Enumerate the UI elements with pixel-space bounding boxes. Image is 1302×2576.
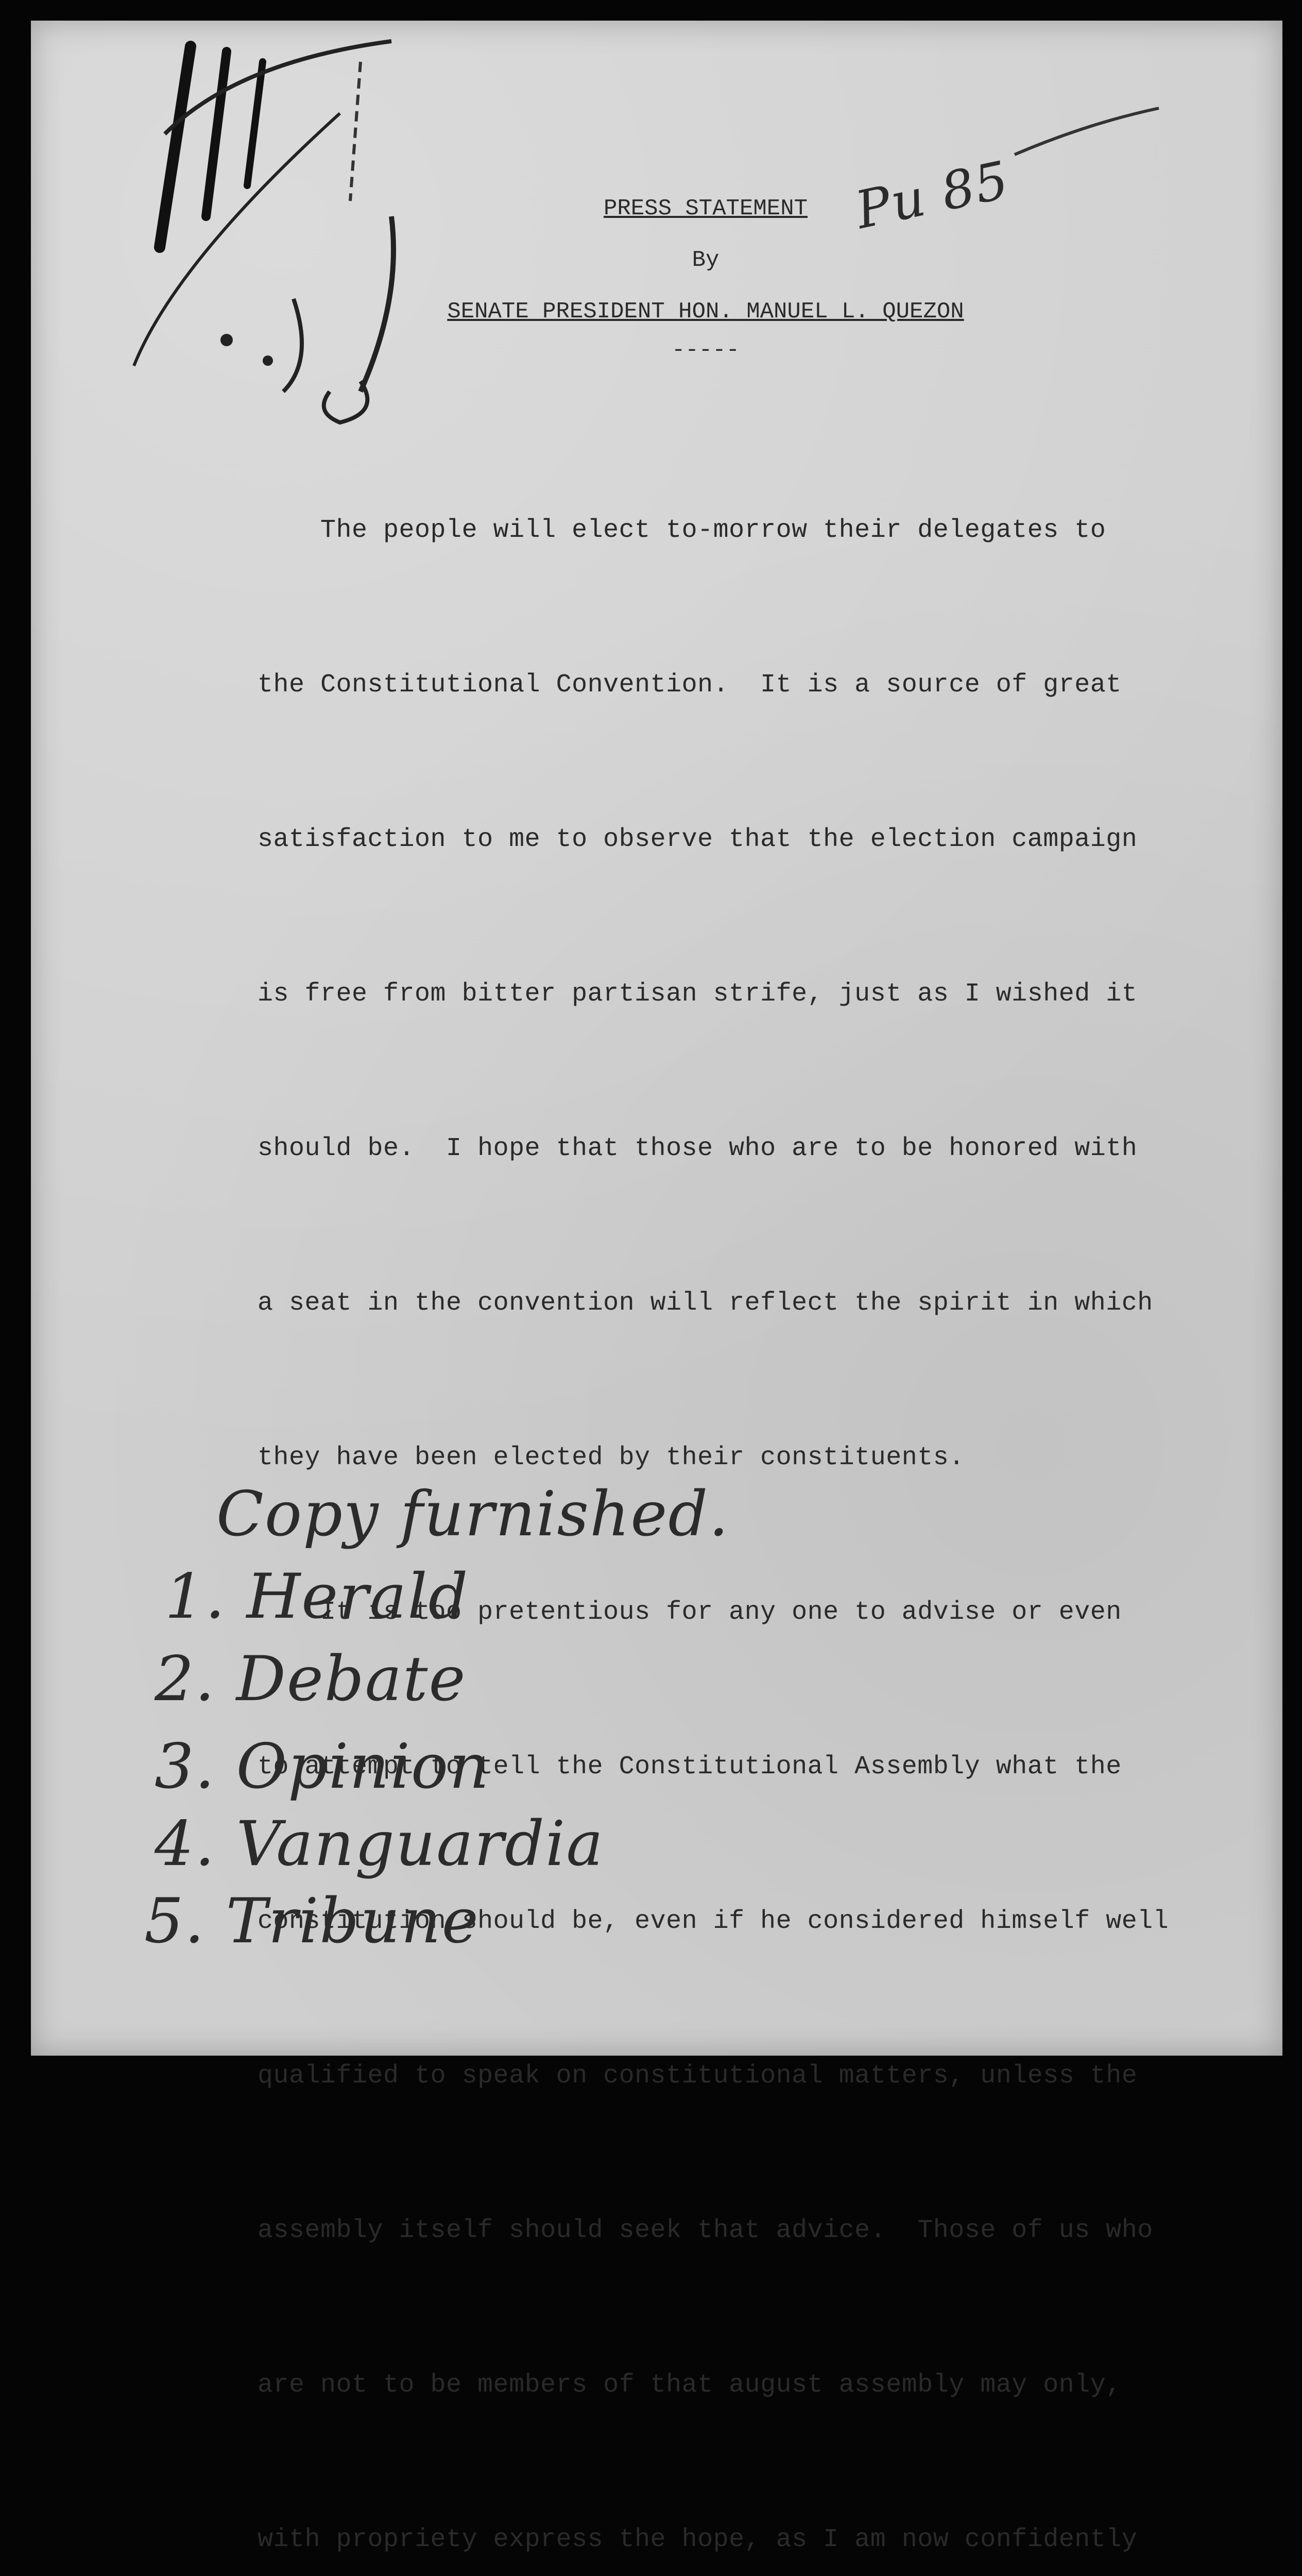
body-line: The people will elect to-morrow their delegates to bbox=[258, 516, 1106, 545]
handwritten-item: 4. Vanguardia bbox=[155, 1808, 604, 1880]
document-page bbox=[31, 21, 1282, 2554]
body-line: are not to be members of that august assembly may only, bbox=[258, 2370, 1122, 2400]
handwritten-item: 1. Herald bbox=[165, 1561, 469, 1633]
handwritten-item: 5. Tribune bbox=[144, 1886, 479, 1957]
margin-note: Pu 85 bbox=[850, 149, 1015, 241]
handwritten-heading: Copy furnished. bbox=[216, 1479, 730, 1550]
handwritten-item: 2. Debate bbox=[155, 1643, 467, 1715]
author-line: SENATE PRESIDENT HON. MANUEL L. QUEZON bbox=[447, 299, 964, 325]
body-line: they have been elected by their constituents. bbox=[258, 1443, 965, 1472]
body-line: assembly itself should seek that advice. Those of us who bbox=[258, 2216, 1153, 2245]
body-line: with propriety express the hope, as I am now confidently bbox=[258, 2525, 1138, 2554]
body-line: qualified to speak on constitutional matters, unless the bbox=[258, 2061, 1138, 2091]
heading-rule: ----- bbox=[671, 337, 740, 363]
body-line: a seat in the convention will reflect the spirit in which bbox=[258, 1289, 1153, 1318]
body-line: constitution should be, even if he considered himself well bbox=[258, 1907, 1169, 1936]
margin-note-stroke bbox=[1009, 103, 1164, 165]
body-line: satisfaction to me to observe that the election campaign bbox=[258, 825, 1138, 854]
body-line: the Constitutional Convention. It is a source of great bbox=[258, 670, 1122, 700]
handwritten-item: 3. Opinion bbox=[155, 1731, 490, 1803]
body-line: is free from bitter partisan strife, just as I wished it bbox=[258, 979, 1138, 1009]
byline: By bbox=[692, 247, 719, 273]
page-title: PRESS STATEMENT bbox=[603, 196, 808, 222]
body-line: should be. I hope that those who are to be honored with bbox=[258, 1134, 1138, 1163]
body-line: It is too pretentious for any one to advise or even bbox=[258, 1598, 1122, 1627]
ink-scribble-marks bbox=[72, 31, 484, 443]
body-line: to attempt to tell the Constitutional Assembly what the bbox=[258, 1752, 1122, 1782]
